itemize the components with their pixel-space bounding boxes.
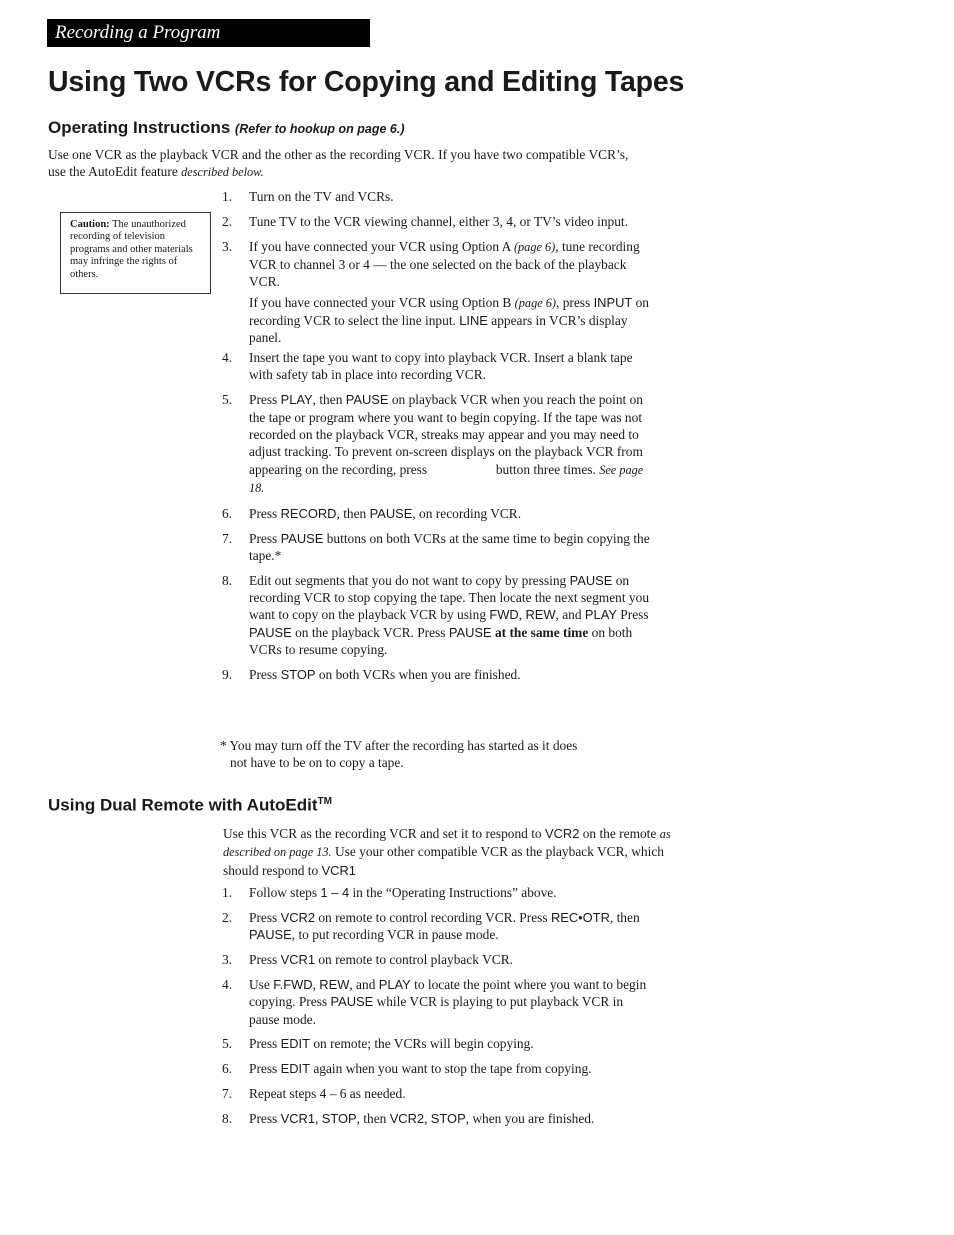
list-item: 5. Press EDIT on remote; the VCRs will begin copying.	[222, 1036, 534, 1052]
list-item: 8. Edit out segments that you do not want to copy by pressing PAUSE on recording VCR to stop copying the tape. Then locate the next segment you want to copy on the playback VCR by using FWD, REW, and PLAY Press PAUSE on the playback VCR. Press PAUSE at the same time on both VCRs to resume copying.	[222, 572, 650, 657]
operating-steps-list	[222, 188, 654, 691]
hookup-reference: (Refer to hookup on page 6.)	[235, 122, 405, 136]
autoedit-heading-text: Using Dual Remote with AutoEdit	[48, 795, 318, 815]
autoedit-heading	[48, 791, 332, 817]
list-item: 4. Use F.FWD, REW, and PLAY to locate the point where you want to begin copying. Press PAUSE while VCR is playing to put playback VCR in pause mode.	[222, 976, 647, 1027]
list-item: 3. Press VCR1 on remote to control playback VCR.	[222, 952, 513, 968]
option-b-paragraph: If you have connected your VCR using Option B (page 6), press INPUT on recording VCR to select the line input. LINE appears in VCR’s display panel.	[249, 294, 650, 346]
trademark-mark: TM	[317, 796, 332, 807]
footnote: * You may turn off the TV after the recording has started as it does not have to be on to copy a tape.	[220, 738, 578, 771]
caution-text: The unauthorized recording of television programs and other materials may infringe the rights of others.	[70, 219, 193, 280]
autoedit-steps-list	[222, 884, 654, 1135]
section-header: Recording a Program	[47, 19, 370, 47]
list-item: 6. Press RECORD, then PAUSE, on recording VCR.	[222, 505, 522, 521]
list-item: 3. If you have connected your VCR using Option A (page 6), tune recording VCR to channel 3 or 4 — the one selected on the back of the playback VCR. If you have connected your VCR using Option B (page 6), press INPUT on recording VCR to select the line input. LINE appears in VCR’s display panel.	[222, 238, 654, 347]
autoedit-intro-paragraph: Use this VCR as the recording VCR and set it to respond to VCR2 on the remote as described on page 13. Use your other compatible VCR as the playback VCR, which should respond to VCR1	[223, 826, 671, 878]
intro-paragraph: Use one VCR as the playback VCR and the other as the recording VCR. If you have two compatible VCR’s, use the AutoEdit feature described below.	[48, 147, 629, 180]
operating-heading-text: Operating Instructions	[48, 118, 231, 137]
list-item: 1. Follow steps 1 – 4 in the “Operating Instructions” above.	[222, 885, 557, 900]
operating-instructions-heading	[48, 117, 404, 140]
list-item: 9. Press STOP on both VCRs when you are finished.	[222, 666, 521, 682]
list-item: 1. Turn on the TV and VCRs.	[222, 189, 394, 204]
list-item: 2. Tune TV to the VCR viewing channel, either 3, 4, or TV’s video input.	[222, 213, 629, 229]
caution-box	[60, 212, 211, 294]
list-item: 7. Press PAUSE buttons on both VCRs at the same time to begin copying the tape.*	[222, 530, 650, 563]
caution-label: Caution:	[70, 219, 110, 230]
list-item: 8. Press VCR1, STOP, then VCR2, STOP, when you are finished.	[222, 1111, 595, 1127]
list-item: 5. Press PLAY, then PAUSE on playback VCR when you reach the point on the tape or program where you want to begin copying. If the tape was not recorded on the playback VCR, streaks may appear and you may need to adjust tracking. To prevent on-screen displays on the playback VCR from appearing on the recording, press button three times. See page 18.	[222, 392, 644, 495]
page-title: Using Two VCRs for Copying and Editing Tapes	[48, 66, 685, 98]
list-item: 6. Press EDIT again when you want to stop the tape from copying.	[222, 1061, 592, 1077]
list-item: 2. Press VCR2 on remote to control recording VCR. Press REC•OTR, then PAUSE, to put recording VCR in pause mode.	[222, 909, 640, 943]
list-item: 4. Insert the tape you want to copy into playback VCR. Insert a blank tape with safety tab in place into recording VCR.	[222, 350, 633, 383]
list-item: 7. Repeat steps 4 – 6 as needed.	[222, 1086, 406, 1102]
